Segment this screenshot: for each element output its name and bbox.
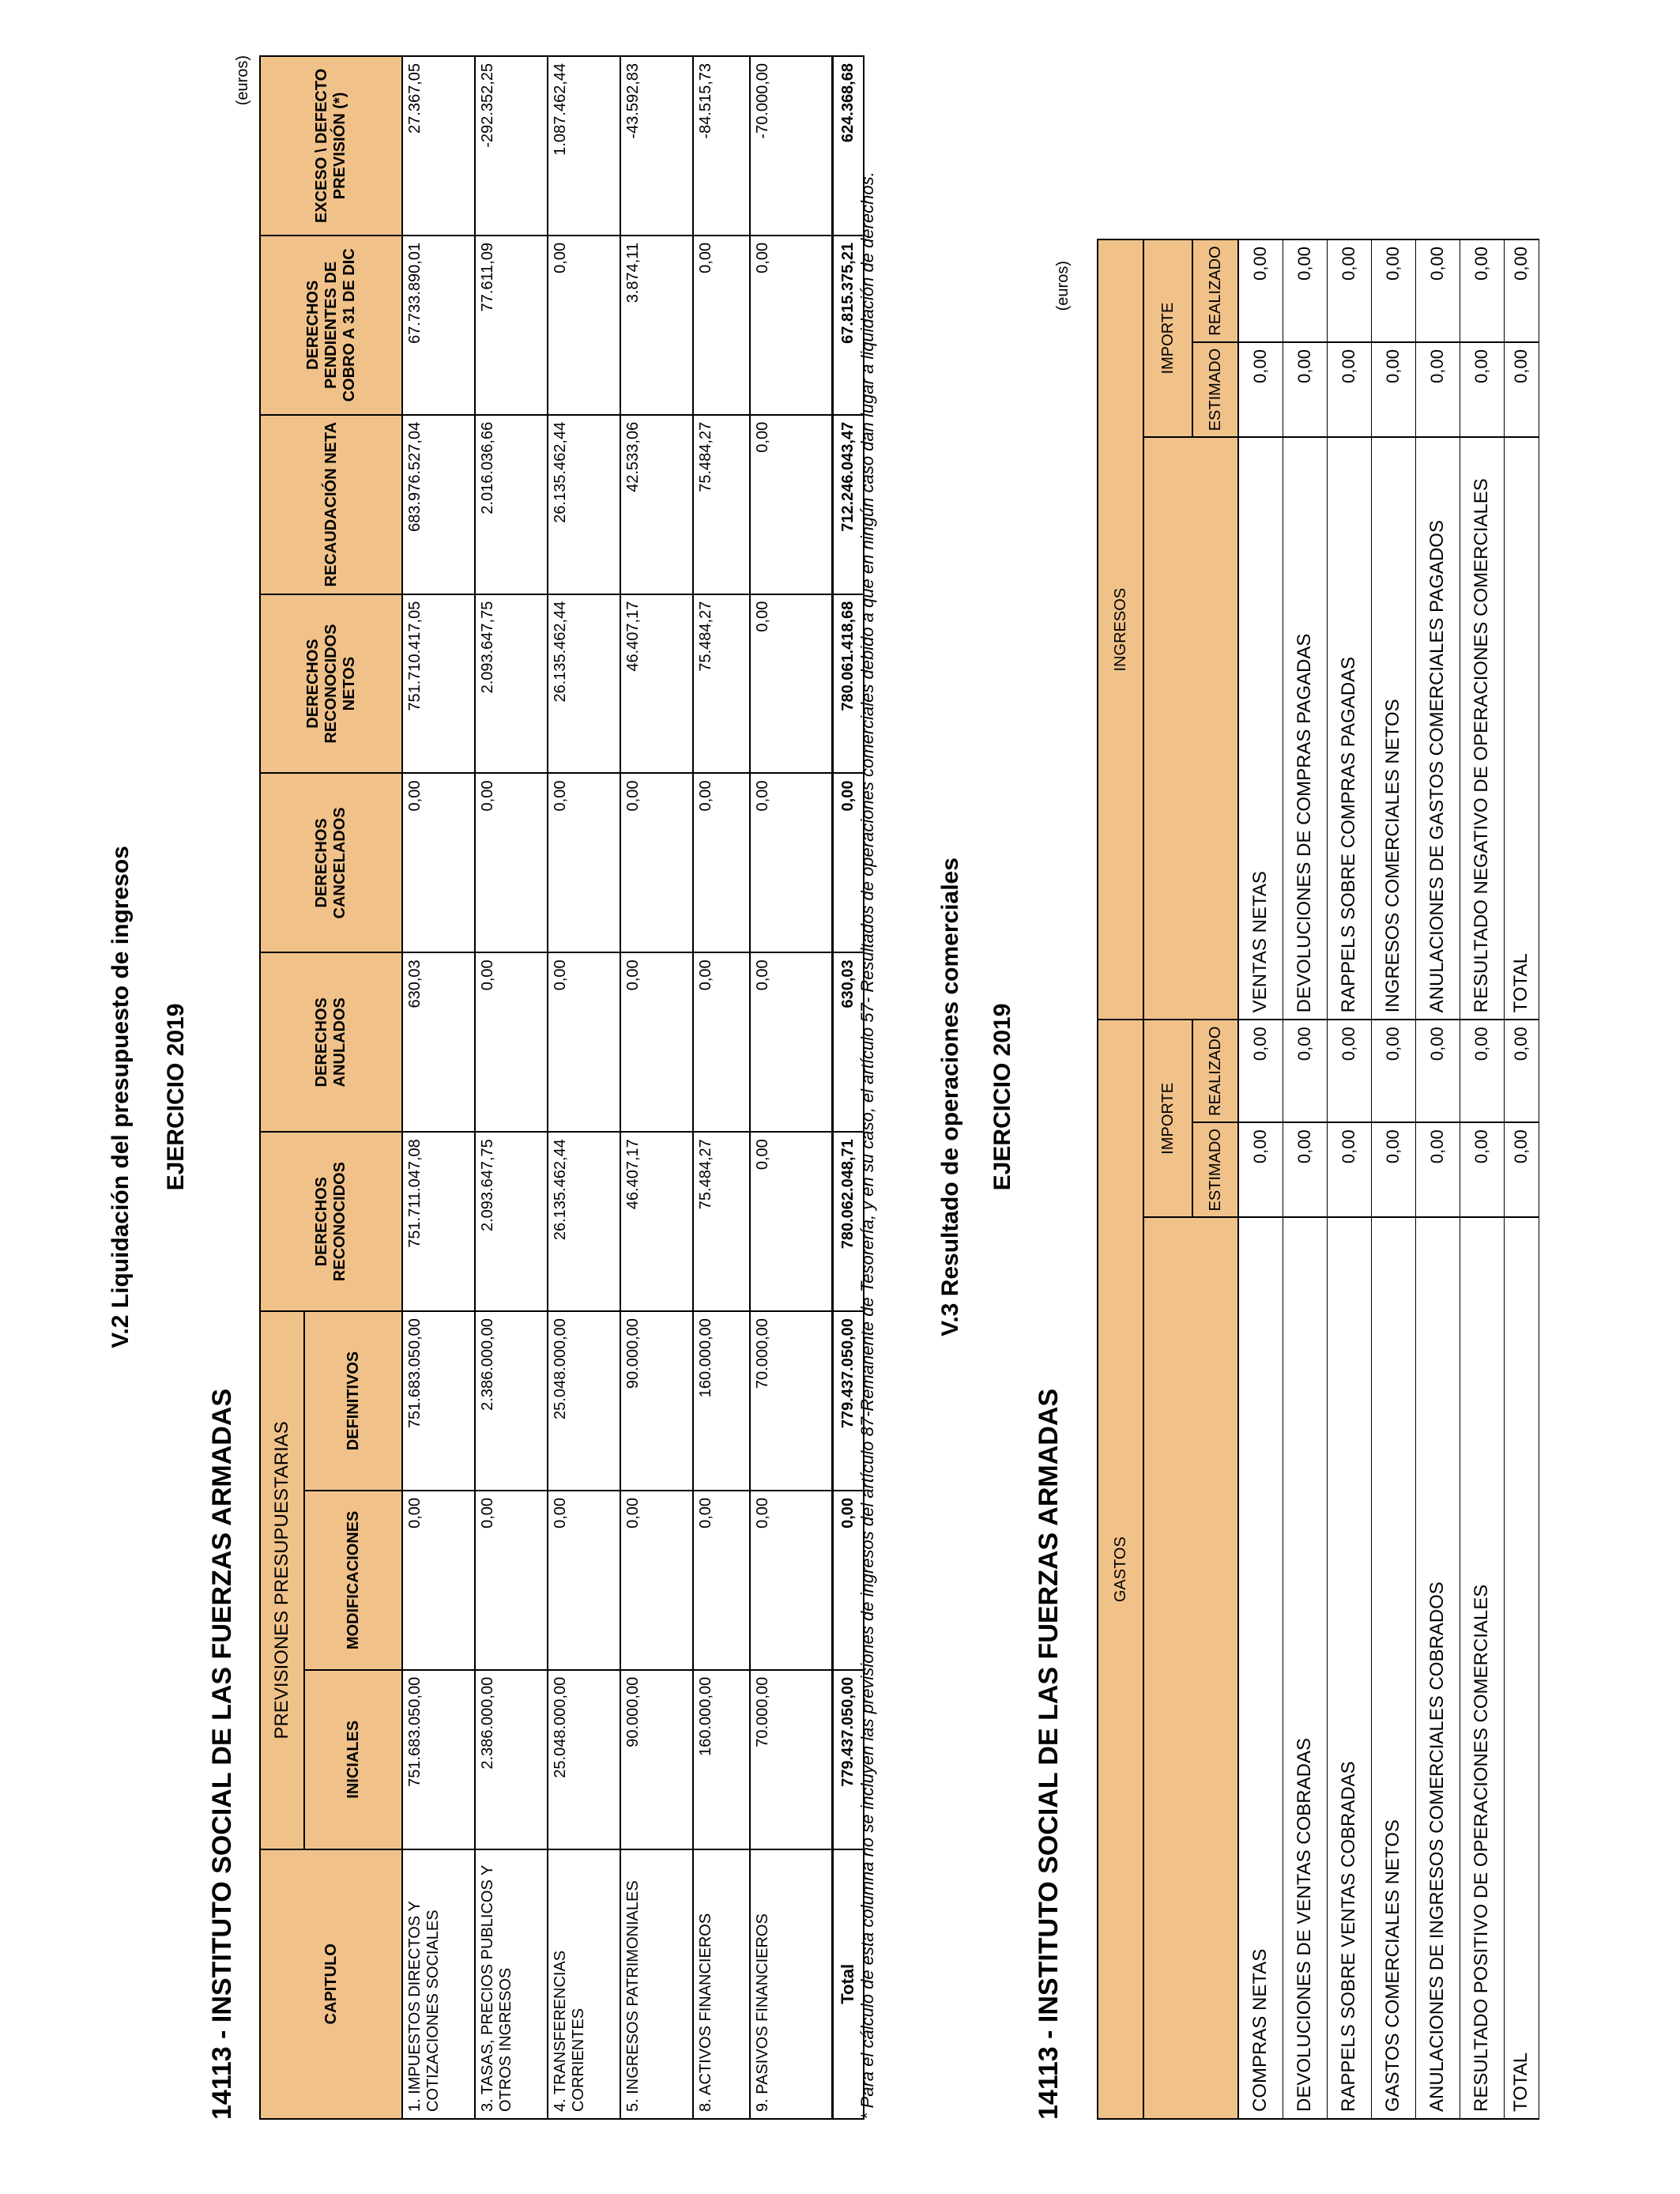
row-recaudacion: 75.484,27 bbox=[693, 415, 750, 594]
total-exceso: 624.368,68 bbox=[832, 56, 864, 236]
v2-footnote: * Para el cálculo de esta columna no se incluyen las previsiones de ingresos del artículo 87-Remanente de Tesorería, y en su caso, el artículo 57- Resultados de operaciones comerciales debido a que en ningún caso dan lugar a liquidación de derechos. bbox=[857, 172, 877, 2120]
row-capitulo: 9. PASIVOS FINANCIEROS bbox=[750, 1849, 832, 2119]
row-recaudacion: 0,00 bbox=[750, 415, 832, 594]
gasto-concept: DEVOLUCIONES DE VENTAS COBRADAS bbox=[1283, 1217, 1327, 2119]
header-gastos-realizado: REALIZADO bbox=[1192, 1020, 1238, 1122]
row-iniciales: 751.683.050,00 bbox=[402, 1670, 475, 1849]
total-modificaciones: 0,00 bbox=[832, 1491, 864, 1670]
row-capitulo: 3. TASAS, PRECIOS PUBLICOS Y OTROS INGRESOS bbox=[475, 1849, 548, 2119]
row-definitivos: 751.683.050,00 bbox=[402, 1311, 475, 1491]
row-reconocidos: 751.711.047,08 bbox=[402, 1132, 475, 1311]
row-reconocidos: 75.484,27 bbox=[693, 1132, 750, 1311]
header-gastos-importe: IMPORTE bbox=[1143, 1020, 1192, 1217]
row-recaudacion: 683.976.527,04 bbox=[402, 415, 475, 594]
row-capitulo: 8. ACTIVOS FINANCIEROS bbox=[693, 1849, 750, 2119]
table-row bbox=[620, 56, 693, 2119]
ingreso-estimado: 0,00 bbox=[1460, 342, 1504, 437]
row-anulados: 630,03 bbox=[402, 952, 475, 1132]
header-definitivos: DEFINITIVOS bbox=[304, 1311, 402, 1491]
gasto-estimado: 0,00 bbox=[1283, 1122, 1327, 1217]
header-gastos-concept bbox=[1143, 1217, 1238, 2119]
row-netos: 46.407,17 bbox=[620, 594, 693, 774]
table-row bbox=[1460, 239, 1504, 2119]
header-ingresos: INGRESOS bbox=[1098, 239, 1143, 1020]
gasto-realizado: 0,00 bbox=[1283, 1020, 1327, 1122]
row-pendientes: 77.611,09 bbox=[475, 236, 548, 415]
ingreso-estimado: 0,00 bbox=[1371, 342, 1415, 437]
row-definitivos: 2.386.000,00 bbox=[475, 1311, 548, 1491]
row-reconocidos: 2.093.647,75 bbox=[475, 1132, 548, 1311]
v3-units: (euros) bbox=[1054, 261, 1072, 311]
total-definitivos: 779.437.050,00 bbox=[832, 1311, 864, 1491]
v2-institution: 14113 - INSTITUTO SOCIAL DE LAS FUERZAS ARMADAS bbox=[207, 1388, 237, 2120]
row-modificaciones: 0,00 bbox=[750, 1491, 832, 1670]
ingreso-concept: RESULTADO NEGATIVO DE OPERACIONES COMERCIALES bbox=[1460, 437, 1504, 1020]
header-ingresos-estimado: ESTIMADO bbox=[1192, 342, 1238, 437]
row-recaudacion: 42.533,06 bbox=[620, 415, 693, 594]
total-recaudacion: 712.246.043,47 bbox=[832, 415, 864, 594]
row-anulados: 0,00 bbox=[475, 952, 548, 1132]
ingreso-realizado: 0,00 bbox=[1327, 239, 1371, 342]
header-derechos-reconocidos: DERECHOS RECONOCIDOS bbox=[260, 1132, 402, 1311]
header-derechos-pendientes: DERECHOS PENDIENTES DE COBRO A 31 DE DIC bbox=[260, 236, 402, 415]
ingreso-realizado: 0,00 bbox=[1283, 239, 1327, 342]
row-cancelados: 0,00 bbox=[620, 774, 693, 953]
gasto-estimado: 0,00 bbox=[1371, 1122, 1415, 1217]
budget-income-table bbox=[259, 55, 864, 2120]
gasto-realizado: 0,00 bbox=[1327, 1020, 1371, 1122]
ingreso-realizado: 0,00 bbox=[1238, 239, 1283, 342]
table-row bbox=[1415, 239, 1460, 2119]
row-reconocidos: 0,00 bbox=[750, 1132, 832, 1311]
row-reconocidos: 46.407,17 bbox=[620, 1132, 693, 1311]
table-row bbox=[1283, 239, 1327, 2119]
header-ingresos-concept bbox=[1143, 437, 1238, 1020]
row-netos: 26.135.462,44 bbox=[548, 594, 620, 774]
total-reconocidos: 780.062.048,71 bbox=[832, 1132, 864, 1311]
row-pendientes: 0,00 bbox=[693, 236, 750, 415]
row-netos: 75.484,27 bbox=[693, 594, 750, 774]
gasto-estimado: 0,00 bbox=[1415, 1122, 1460, 1217]
row-iniciales: 25.048.000,00 bbox=[548, 1670, 620, 1849]
row-recaudacion: 26.135.462,44 bbox=[548, 415, 620, 594]
gasto-estimado: 0,00 bbox=[1460, 1122, 1504, 1217]
row-cancelados: 0,00 bbox=[548, 774, 620, 953]
header-capitulo: CAPITULO bbox=[260, 1849, 402, 2119]
row-anulados: 0,00 bbox=[693, 952, 750, 1132]
row-definitivos: 70.000,00 bbox=[750, 1311, 832, 1491]
gasto-estimado: 0,00 bbox=[1504, 1122, 1539, 1217]
row-pendientes: 0,00 bbox=[548, 236, 620, 415]
gasto-realizado: 0,00 bbox=[1238, 1020, 1283, 1122]
row-netos: 0,00 bbox=[750, 594, 832, 774]
gasto-realizado: 0,00 bbox=[1371, 1020, 1415, 1122]
commercial-operations-table bbox=[1097, 239, 1539, 2120]
row-cancelados: 0,00 bbox=[402, 774, 475, 953]
header-recaudacion-neta: RECAUDACIÓN NETA bbox=[260, 415, 402, 594]
row-exceso: 1.087.462,44 bbox=[548, 56, 620, 236]
ingreso-concept: INGRESOS COMERCIALES NETOS bbox=[1371, 437, 1415, 1020]
header-exceso-defecto: EXCESO \ DEFECTO PREVISIÓN (*) bbox=[260, 56, 402, 236]
header-ingresos-realizado: REALIZADO bbox=[1192, 239, 1238, 342]
table-row bbox=[548, 56, 620, 2119]
v3-section-title: V.3 Resultado de operaciones comerciales bbox=[937, 858, 963, 1336]
gasto-concept: GASTOS COMERCIALES NETOS bbox=[1371, 1217, 1415, 2119]
table-row bbox=[750, 56, 832, 2119]
v2-units: (euros) bbox=[234, 55, 251, 106]
row-reconocidos: 26.135.462,44 bbox=[548, 1132, 620, 1311]
row-cancelados: 0,00 bbox=[693, 774, 750, 953]
header-derechos-anulados: DERECHOS ANULADOS bbox=[260, 952, 402, 1132]
table-row-total bbox=[1504, 239, 1539, 2119]
row-pendientes: 67.733.890,01 bbox=[402, 236, 475, 415]
gasto-estimado: 0,00 bbox=[1327, 1122, 1371, 1217]
header-derechos-reconocidos-netos: DERECHOS RECONOCIDOS NETOS bbox=[260, 594, 402, 774]
row-capitulo: 5. INGRESOS PATRIMONIALES bbox=[620, 1849, 693, 2119]
row-exceso: 27.367,05 bbox=[402, 56, 475, 236]
gasto-estimado: 0,00 bbox=[1238, 1122, 1283, 1217]
ingreso-realizado: 0,00 bbox=[1504, 239, 1539, 342]
row-anulados: 0,00 bbox=[548, 952, 620, 1132]
row-netos: 751.710.417,05 bbox=[402, 594, 475, 774]
ingreso-concept: DEVOLUCIONES DE COMPRAS PAGADAS bbox=[1283, 437, 1327, 1020]
ingreso-estimado: 0,00 bbox=[1327, 342, 1371, 437]
table-row bbox=[402, 56, 475, 2119]
ingreso-realizado: 0,00 bbox=[1460, 239, 1504, 342]
row-netos: 2.093.647,75 bbox=[475, 594, 548, 774]
ingreso-realizado: 0,00 bbox=[1415, 239, 1460, 342]
v3-institution: 14113 - INSTITUTO SOCIAL DE LAS FUERZAS ARMADAS bbox=[1034, 1388, 1064, 2120]
gasto-realizado: 0,00 bbox=[1460, 1020, 1504, 1122]
row-modificaciones: 0,00 bbox=[402, 1491, 475, 1670]
row-cancelados: 0,00 bbox=[475, 774, 548, 953]
row-exceso: -43.592,83 bbox=[620, 56, 693, 236]
gasto-concept: TOTAL bbox=[1504, 1217, 1539, 2119]
row-iniciales: 2.386.000,00 bbox=[475, 1670, 548, 1849]
header-gastos: GASTOS bbox=[1098, 1020, 1143, 2119]
row-iniciales: 70.000,00 bbox=[750, 1670, 832, 1849]
ingreso-estimado: 0,00 bbox=[1504, 342, 1539, 437]
gasto-concept: ANULACIONES DE INGRESOS COMERCIALES COBRADOS bbox=[1415, 1217, 1460, 2119]
table-row bbox=[1371, 239, 1415, 2119]
table-row bbox=[1327, 239, 1371, 2119]
header-previsiones-group: PREVISIONES PRESUPUESTARIAS bbox=[260, 1311, 304, 1849]
row-modificaciones: 0,00 bbox=[475, 1491, 548, 1670]
ingreso-estimado: 0,00 bbox=[1238, 342, 1283, 437]
ingreso-concept: ANULACIONES DE GASTOS COMERCIALES PAGADOS bbox=[1415, 437, 1460, 1020]
table-row bbox=[1238, 239, 1283, 2119]
row-exceso: -84.515,73 bbox=[693, 56, 750, 236]
row-capitulo: 4. TRANSFERENCIAS CORRIENTES bbox=[548, 1849, 620, 2119]
row-iniciales: 90.000,00 bbox=[620, 1670, 693, 1849]
header-iniciales: INICIALES bbox=[304, 1670, 402, 1849]
row-anulados: 0,00 bbox=[620, 952, 693, 1132]
row-capitulo: 1. IMPUESTOS DIRECTOS Y COTIZACIONES SOCIALES bbox=[402, 1849, 475, 2119]
ingreso-estimado: 0,00 bbox=[1283, 342, 1327, 437]
total-anulados: 630,03 bbox=[832, 952, 864, 1132]
total-netos: 780.061.418,68 bbox=[832, 594, 864, 774]
v2-section-title: V.2 Liquidación del presupuesto de ingresos bbox=[107, 846, 134, 1348]
row-definitivos: 25.048.000,00 bbox=[548, 1311, 620, 1491]
header-modificaciones: MODIFICACIONES bbox=[304, 1491, 402, 1670]
ingreso-realizado: 0,00 bbox=[1371, 239, 1415, 342]
v2-exercise: EJERCICIO 2019 bbox=[163, 1003, 189, 1191]
table-row bbox=[693, 56, 750, 2119]
row-anulados: 0,00 bbox=[750, 952, 832, 1132]
row-recaudacion: 2.016.036,66 bbox=[475, 415, 548, 594]
total-cancelados: 0,00 bbox=[832, 774, 864, 953]
ingreso-concept: VENTAS NETAS bbox=[1238, 437, 1283, 1020]
gasto-realizado: 0,00 bbox=[1504, 1020, 1539, 1122]
total-label: Total bbox=[832, 1849, 864, 2119]
total-iniciales: 779.437.050,00 bbox=[832, 1670, 864, 1849]
table-row bbox=[475, 56, 548, 2119]
ingreso-concept: RAPPELS SOBRE COMPRAS PAGADAS bbox=[1327, 437, 1371, 1020]
gasto-concept: RESULTADO POSITIVO DE OPERACIONES COMERCIALES bbox=[1460, 1217, 1504, 2119]
header-ingresos-importe: IMPORTE bbox=[1143, 239, 1192, 437]
gasto-concept: COMPRAS NETAS bbox=[1238, 1217, 1283, 2119]
row-modificaciones: 0,00 bbox=[548, 1491, 620, 1670]
row-iniciales: 160.000,00 bbox=[693, 1670, 750, 1849]
v3-exercise: EJERCICIO 2019 bbox=[989, 1003, 1015, 1191]
row-definitivos: 90.000,00 bbox=[620, 1311, 693, 1491]
row-exceso: -292.352,25 bbox=[475, 56, 548, 236]
row-cancelados: 0,00 bbox=[750, 774, 832, 953]
row-modificaciones: 0,00 bbox=[693, 1491, 750, 1670]
ingreso-concept: TOTAL bbox=[1504, 437, 1539, 1020]
total-pendientes: 67.815.375,21 bbox=[832, 236, 864, 415]
gasto-concept: RAPPELS SOBRE VENTAS COBRADAS bbox=[1327, 1217, 1371, 2119]
row-pendientes: 0,00 bbox=[750, 236, 832, 415]
row-pendientes: 3.874,11 bbox=[620, 236, 693, 415]
row-definitivos: 160.000,00 bbox=[693, 1311, 750, 1491]
header-derechos-cancelados: DERECHOS CANCELADOS bbox=[260, 774, 402, 953]
header-gastos-estimado: ESTIMADO bbox=[1192, 1122, 1238, 1217]
ingreso-estimado: 0,00 bbox=[1415, 342, 1460, 437]
gasto-realizado: 0,00 bbox=[1415, 1020, 1460, 1122]
row-modificaciones: 0,00 bbox=[620, 1491, 693, 1670]
row-exceso: -70.000,00 bbox=[750, 56, 832, 236]
